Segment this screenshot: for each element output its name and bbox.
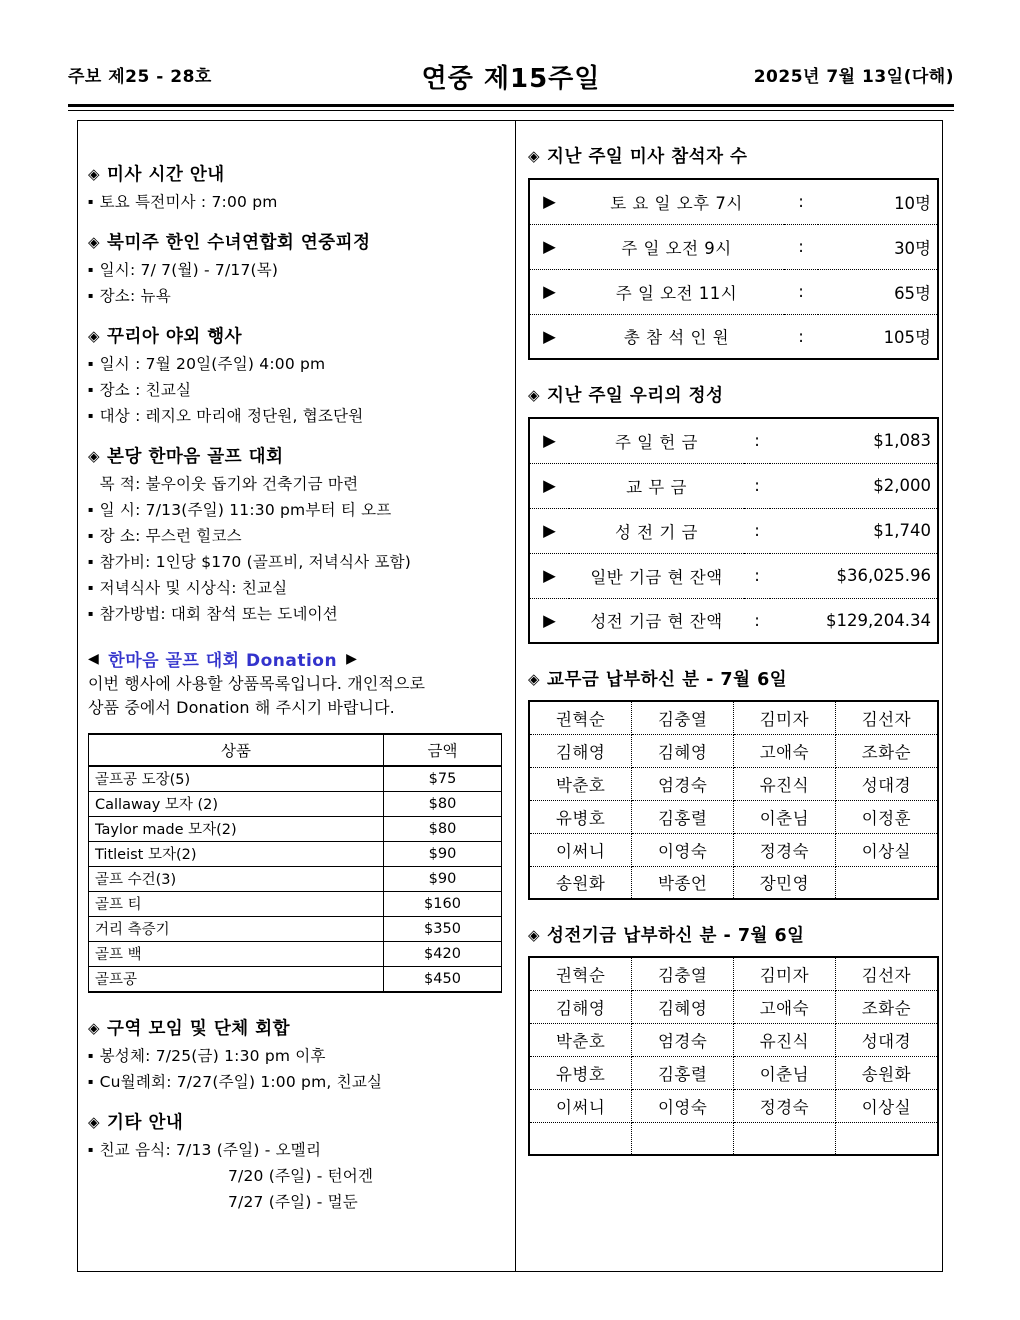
payer-name-empty [835,1122,938,1155]
attendance-table [528,178,939,360]
prize-item: 골프 수건(3) [89,866,384,891]
table-row [529,1089,938,1122]
content-frame [77,120,943,1272]
table-row [529,866,938,899]
list-item [88,576,501,598]
heading-label: 꾸리아 야외 행사 [107,327,243,347]
attendance-value: 105명 [883,328,931,348]
offering-value: $1,740 [770,508,938,553]
colon-separator: : [784,224,818,269]
table-row [529,701,938,734]
heading-label: 지난 주일 우리의 정성 [547,386,724,406]
payer-name: 김선자 [835,701,938,734]
table-row [529,990,938,1023]
table-row [529,314,938,359]
attendance-label: 주 일 오전 9시 [569,224,784,269]
colon-separator: : [744,463,770,508]
list-item [88,498,501,520]
attendance-value: 30명 [818,224,938,269]
payer-name: 조화순 [835,990,938,1023]
payer-name: 김미자 [733,701,835,734]
payer-name: 김선자 [835,957,938,990]
payer-name: 김홍렬 [632,1056,734,1089]
payer-name: 이써니 [529,1089,632,1122]
square-bullet-icon: ▪ [88,583,94,592]
payer-name: 권혁순 [529,701,632,734]
table-row [89,791,502,816]
table-row [529,1023,938,1056]
offering-label: 성 전 기 금 [569,508,744,553]
heading-label: 본당 한마음 골프 대회 [107,447,284,467]
table-row [529,1056,938,1089]
diamond-icon: ◈ [528,147,541,165]
table-row [529,1122,938,1155]
payer-name: 엄경숙 [632,1023,734,1056]
payer-name: 이영숙 [632,1089,734,1122]
offering-label: 성전 기금 현 잔액 [590,612,723,632]
square-bullet-icon: ▪ [88,557,94,566]
table-row [529,508,938,553]
payer-name: 김미자 [733,957,835,990]
attendance-label: 토 요 일 오후 7시 [569,179,784,224]
payer-name: 이상실 [835,833,938,866]
list-item [88,550,501,572]
table-row [529,734,938,767]
diamond-icon: ◈ [88,233,101,251]
section-heading-curia-outdoor-event [88,323,501,348]
list-item [88,1138,501,1160]
fellowship-meal-line [88,1190,501,1212]
masthead-rule-thick [68,104,954,107]
list-item-label: 목 적: 불우이웃 돕기와 건축기금 마련 [99,475,359,493]
payer-name: 박종언 [632,866,734,899]
pointer-icon: ▶ [543,610,556,630]
spacer [88,212,501,229]
bulletin-title: 연중 제15주일 [421,64,601,94]
attendance-value: 65명 [818,269,938,314]
square-bullet-icon: ▪ [88,1050,94,1060]
bulletin-issue-number: 주보 제25 - 28호 [68,67,212,87]
table-row [89,841,502,866]
section-heading-retreat [88,229,501,254]
list-item-label: 봉성체: 7/25(금) 1:30 pm 이후 [99,1046,326,1065]
pointer-icon: ▶ [529,269,569,314]
colon-separator: : [744,418,770,463]
prize-amount: $90 [384,841,502,866]
section-heading-offering [528,382,939,407]
golf-purpose-line [88,472,501,494]
spacer [528,360,939,382]
section-heading-golf-tournament [88,443,501,468]
list-item [88,524,501,546]
payer-name: 성대경 [835,767,938,800]
list-item-label: 토요 특전미사 : 7:00 pm [99,193,278,211]
diamond-icon: ◈ [528,670,541,688]
offering-value: $2,000 [770,463,938,508]
table-row [529,463,938,508]
payer-name: 조화순 [835,734,938,767]
table-row [89,866,502,891]
payer-name: 권혁순 [529,957,632,990]
pointer-icon: ▶ [529,179,569,224]
payer-name: 이춘님 [733,1056,835,1089]
diamond-icon: ◈ [88,447,101,465]
table-row [89,766,502,792]
payer-name-empty [835,866,938,899]
table-row [529,179,938,224]
payer-name-empty [529,1122,632,1155]
heading-label: 북미주 한인 수녀연합회 연중피정 [107,233,371,253]
prize-table [88,733,502,993]
prize-amount: $450 [384,966,502,992]
diamond-icon: ◈ [88,1112,101,1131]
spacer [528,644,939,666]
section-heading-building-fund-payers [528,922,939,947]
table-row [529,269,938,314]
donation-note-line2: 상품 중에서 Donation 해 주시기 바랍니다. [88,697,395,717]
donation-note-line1: 이번 행사에 사용할 상품목록입니다. 개인적으로 [88,674,426,693]
list-item-label: 대상 : 레지오 마리애 정단원, 협조단원 [99,407,364,425]
pointer-icon: ▶ [543,326,556,346]
diamond-icon: ◈ [88,1018,101,1037]
column-header-amount: 금액 [384,734,502,766]
list-item [88,352,501,374]
payer-name: 송원화 [529,866,632,899]
table-row [89,816,502,841]
payer-name: 김충열 [632,957,734,990]
payer-name: 김해영 [529,990,632,1023]
list-item [88,258,501,280]
payer-name: 유병호 [529,800,632,833]
offering-value: $129,204.34 [826,610,931,630]
list-item-label: 참가비: 1인당 $170 (골프비, 저녁식사 포함) [99,553,412,571]
list-item-label: 저녁식사 및 시상식: 친교실 [99,579,288,597]
spacer [88,426,501,443]
table-row [89,941,502,966]
triangle-right-icon: ▶ [346,650,358,667]
column-header-item: 상품 [89,734,384,766]
prize-amount: $75 [384,766,502,792]
right-column [516,121,953,1271]
building-fund-payers-table [528,956,939,1156]
attendance-label: 주 일 오전 11시 [569,269,784,314]
list-item-label: 장 소: 무스런 힐코스 [99,527,242,545]
heading-label: 교무금 납부하신 분 - 7월 6일 [547,670,788,690]
list-item [88,404,501,426]
prize-amount: $80 [384,816,502,841]
attendance-label: 총 참 석 인 원 [623,328,730,348]
list-item-label: 일 시: 7/13(주일) 11:30 pm부터 티 오프 [99,501,392,519]
pointer-icon: ▶ [529,508,569,553]
pointer-icon: ▶ [529,224,569,269]
payer-name: 김혜영 [632,734,734,767]
list-item [88,1044,501,1066]
list-item [88,190,501,212]
fellowship-meal-line [88,1164,501,1186]
prize-item: Titleist 모자(2) [89,841,384,866]
payer-name: 송원화 [835,1056,938,1089]
heading-label: 지난 주일 미사 참석자 수 [547,147,748,167]
prize-item: 골프공 [89,966,384,992]
heading-label: 미사 시간 안내 [107,165,225,185]
colon-separator: : [744,553,770,598]
prize-item: 골프 백 [89,941,384,966]
table-row [89,891,502,916]
section-heading-dues-payers [528,666,939,691]
table-row [529,800,938,833]
prize-item: 골프공 도장(5) [89,766,384,792]
table-row [529,553,938,598]
heading-label: 구역 모임 및 단체 회합 [107,1018,291,1039]
offering-label: 일반 기금 현 잔액 [569,553,744,598]
list-item-label: 장소: 뉴욕 [99,287,171,305]
payer-name: 김해영 [529,734,632,767]
square-bullet-icon: ▪ [88,291,94,300]
payer-name: 고애숙 [733,990,835,1023]
table-row [529,598,938,643]
list-item-label: 친교 음식: 7/13 (주일) - 오멜리 [99,1140,322,1159]
offering-label: 주 일 헌 금 [569,418,744,463]
table-row [529,833,938,866]
heading-label: 기타 안내 [107,1112,184,1133]
colon-separator: : [744,508,770,553]
payer-name: 박춘호 [529,767,632,800]
payer-name: 정경숙 [733,833,835,866]
list-item [88,602,501,624]
donation-heading [88,646,501,671]
payer-name: 고애숙 [733,734,835,767]
prize-amount: $420 [384,941,502,966]
payer-name: 이써니 [529,833,632,866]
section-heading-mass-times [88,161,501,186]
payer-name: 성대경 [835,1023,938,1056]
spacer [88,306,501,323]
prize-item: Taylor made 모자(2) [89,816,384,841]
payer-name: 유진식 [733,1023,835,1056]
square-bullet-icon: ▪ [88,265,94,274]
table-row [529,957,938,990]
square-bullet-icon: ▪ [88,197,94,206]
list-item-label: Cu월례회: 7/27(주일) 1:00 pm, 친교실 [99,1072,383,1091]
square-bullet-icon: ▪ [88,1144,94,1154]
table-row [89,966,502,992]
offering-label: 교 무 금 [569,463,744,508]
masthead-rule-thin [68,110,954,111]
square-bullet-icon: ▪ [88,411,94,420]
diamond-icon: ◈ [528,926,541,944]
payer-name: 장민영 [733,866,835,899]
colon-separator: : [798,326,804,346]
section-heading-attendance [528,143,939,168]
left-column [78,121,516,1271]
diamond-icon: ◈ [88,165,101,183]
payer-name: 엄경숙 [632,767,734,800]
dues-payers-table [528,700,939,900]
section-heading-other-notices [88,1109,501,1134]
payer-name: 유진식 [733,767,835,800]
prize-item: Callaway 모자 (2) [89,791,384,816]
square-bullet-icon: ▪ [88,609,94,618]
triangle-left-icon: ◀ [88,650,100,667]
list-item [88,1070,501,1092]
pointer-icon: ▶ [529,553,569,598]
payer-name: 이정훈 [835,800,938,833]
diamond-icon: ◈ [528,386,541,404]
square-bullet-icon: ▪ [88,1076,94,1086]
spacer [88,1092,501,1109]
payer-name: 이상실 [835,1089,938,1122]
colon-separator: : [784,179,818,224]
square-bullet-icon: ▪ [88,531,94,540]
payer-name: 김혜영 [632,990,734,1023]
offering-value: $1,083 [770,418,938,463]
payer-name: 정경숙 [733,1089,835,1122]
spacer [88,993,501,1015]
prize-amount: $90 [384,866,502,891]
table-header-row [89,734,502,766]
spacer [88,624,501,646]
payer-name: 유병호 [529,1056,632,1089]
list-item-label: 일시: 7/ 7(월) - 7/17(목) [99,261,279,279]
spacer [528,900,939,922]
square-bullet-icon: ▪ [88,359,94,368]
prize-item: 골프 티 [89,891,384,916]
colon-separator: : [784,269,818,314]
prize-item: 거리 측증기 [89,916,384,941]
payer-name: 이춘님 [733,800,835,833]
payer-name: 박춘호 [529,1023,632,1056]
diamond-icon: ◈ [88,327,101,345]
offering-table [528,417,939,644]
heading-label: 성전기금 납부하신 분 - 7월 6일 [547,926,805,946]
colon-separator: : [754,610,760,630]
list-item-label: 일시 : 7월 20일(주일) 4:00 pm [99,355,326,373]
section-heading-district-meetings [88,1015,501,1040]
table-row [529,767,938,800]
bulletin-date: 2025년 7월 13일(다해) [753,67,954,87]
prize-amount: $160 [384,891,502,916]
payer-name: 김홍렬 [632,800,734,833]
list-item-label: 장소 : 친교실 [99,381,192,399]
square-bullet-icon: ▪ [88,505,94,514]
list-item-label: 참가방법: 대회 참석 또는 도네이션 [99,605,338,623]
offering-value: $36,025.96 [770,553,938,598]
donation-heading-label: 한마음 골프 대회 Donation [108,651,338,671]
prize-amount: $350 [384,916,502,941]
square-bullet-icon: ▪ [88,385,94,394]
pointer-icon: ▶ [529,463,569,508]
table-row [89,916,502,941]
table-row [529,224,938,269]
prize-amount: $80 [384,791,502,816]
masthead [68,62,954,102]
payer-name-empty [632,1122,734,1155]
payer-name: 김충열 [632,701,734,734]
list-item-label: 7/20 (주일) - 턴어겐 [228,1166,374,1185]
payer-name: 이영숙 [632,833,734,866]
attendance-value: 10명 [818,179,938,224]
table-row [529,418,938,463]
list-item-label: 7/27 (주일) - 멀둔 [228,1192,358,1211]
list-item [88,378,501,400]
pointer-icon: ▶ [529,418,569,463]
payer-name-empty [733,1122,835,1155]
list-item [88,284,501,306]
